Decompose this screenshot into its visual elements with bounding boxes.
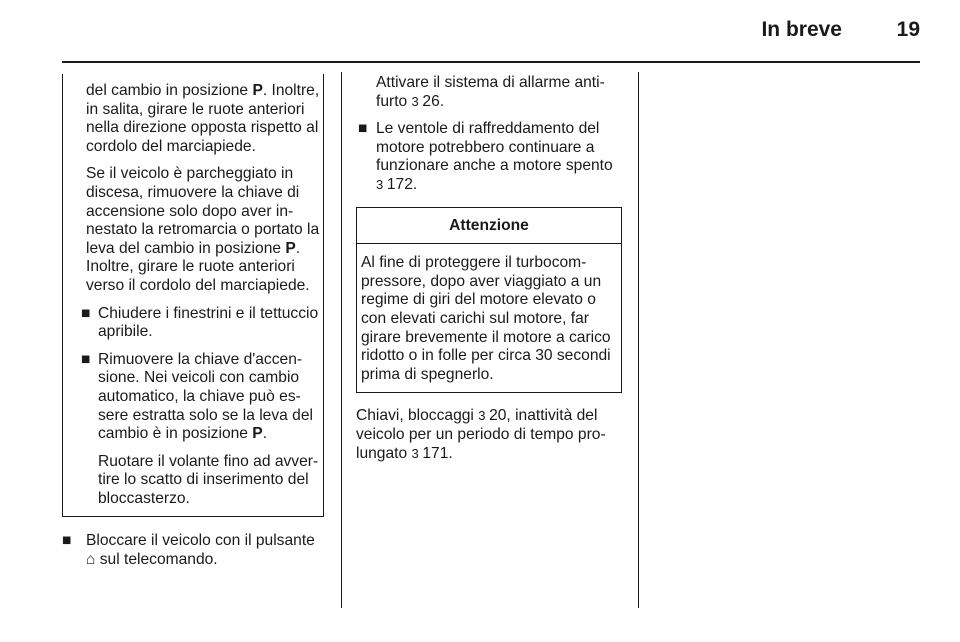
bullet-icon: ■	[81, 350, 91, 368]
bullet-icon: ■	[358, 120, 368, 138]
page-number: 19	[896, 18, 920, 41]
ref-arrow-icon: 3	[411, 445, 423, 461]
paragraph: del cambio in posizione P. Inoltre, in salita, girare le ruote anteriori nella direzione opposta rispetto al cordolo del marciapiede.	[86, 82, 320, 155]
header-rule	[62, 61, 920, 63]
page-header	[62, 14, 920, 52]
column-2	[356, 74, 622, 472]
column-divider-2	[638, 72, 639, 608]
column-1	[62, 74, 324, 579]
paragraph: Se il veicolo è parcheggiato in discesa, rimuovere la chiave di accensione solo dopo aver innestato la retromarcia o portato la leva del cambio in posizione P. Inoltre, girare le ruote anteriori verso il cordolo del marciapiede.	[86, 165, 320, 294]
paragraph: Ruotare il volante fino ad avvertire lo scatto di inserimento del bloccasterzo.	[98, 452, 319, 507]
lock-button-icon: ⌂	[86, 551, 96, 569]
bullet-item: ■ Bloccare il veicolo con il pulsante ⌂ sul telecomando.	[62, 532, 315, 569]
paragraph: Chiavi, bloccaggi 3 20, inattività del veicolo per un periodo di tempo prolungato 3 171.	[356, 407, 606, 462]
warning-title: Attenzione	[357, 208, 621, 245]
bullet-icon: ■	[81, 304, 91, 322]
ref-arrow-icon: 3	[376, 176, 387, 192]
bullet-item: ■ Rimuovere la chiave d'accensione. Nei veicoli con cambio automatico, la chiave può essere estratta solo se la leva del cambio è in posizione P.	[81, 350, 313, 443]
ref-arrow-icon: 3	[478, 408, 490, 424]
ref-arrow-icon: 3	[411, 93, 423, 109]
warning-box	[356, 207, 622, 394]
continued-box	[62, 74, 324, 517]
header-title: In breve	[761, 18, 842, 41]
warning-body: Al fine di proteggere il turbocompressore, dopo aver viaggiato a un regime di giri del motore elevato o con elevati carichi sul motore, far girare brevemente il motore a carico ridotto o in folle per circa 30 secondi prima di spegnerlo.	[361, 254, 611, 383]
bullet-item: ■ Le ventole di raffreddamento del motore potrebbero continuare a funzionare anche a motore spento 3 172.	[358, 120, 613, 193]
bullet-icon: ■	[62, 532, 72, 550]
paragraph: Attivare il sistema di allarme antifurto 3 26.	[376, 74, 605, 110]
column-divider-1	[341, 72, 342, 608]
bullet-item: ■ Chiudere i finestrini e il tettuccio apribile.	[81, 304, 319, 341]
